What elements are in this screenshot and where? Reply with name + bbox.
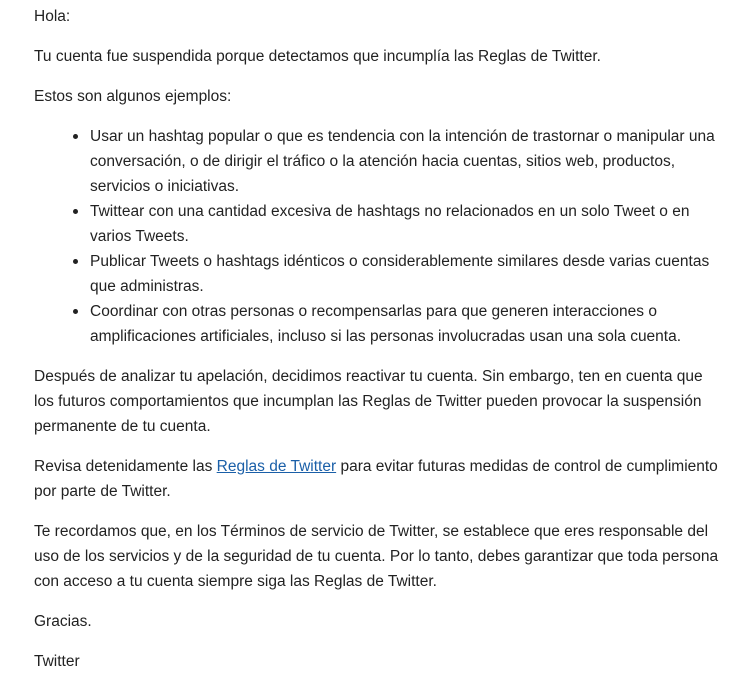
terms-reminder: Te recordamos que, en los Términos de servicio de Twitter, se establece que eres responsable del uso de los servicios y de la seguridad de tu cuenta. Por lo tanto, debes garantizar que toda persona con acceso a tu cuenta siempre siga las Reglas de Twitter. bbox=[34, 523, 719, 590]
bullet-icon bbox=[73, 309, 78, 314]
bullet-icon bbox=[73, 259, 78, 264]
rules-reminder bbox=[34, 454, 724, 504]
bullet-icon bbox=[73, 134, 78, 139]
rules-reminder-after: para evitar futuras medidas de control de cumplimiento por parte de Twitter. bbox=[34, 458, 718, 500]
list-item bbox=[90, 124, 724, 199]
list-item bbox=[90, 249, 724, 299]
list-item-text: Coordinar con otras personas o recompensarlas para que generen interacciones o amplificaciones artificiales, incluso si las personas involucradas usan una sola cuenta. bbox=[90, 303, 682, 345]
bullet-icon bbox=[73, 209, 78, 214]
examples-list bbox=[34, 124, 724, 349]
suspension-notice: Tu cuenta fue suspendida porque detectamos que incumplía las Reglas de Twitter. bbox=[34, 48, 601, 65]
list-item-text: Usar un hashtag popular o que es tendencia con la intención de trastornar o manipular una conversación, o de dirigir el tráfico o la atención hacia cuentas, sitios web, productos, servicios o iniciativas. bbox=[90, 128, 715, 195]
list-item-text: Twittear con una cantidad excesiva de hashtags no relacionados en un solo Tweet o en varios Tweets. bbox=[90, 203, 690, 245]
examples-intro: Estos son algunos ejemplos: bbox=[34, 88, 232, 105]
greeting: Hola: bbox=[34, 8, 71, 25]
list-item bbox=[90, 299, 724, 349]
signature: Twitter bbox=[34, 653, 80, 670]
reactivation-notice: Después de analizar tu apelación, decidimos reactivar tu cuenta. Sin embargo, ten en cuenta que los futuros comportamientos que incumplan las Reglas de Twitter pueden provocar la suspensión permanente de tu cuenta. bbox=[34, 368, 703, 435]
twitter-rules-link[interactable]: Reglas de Twitter bbox=[216, 458, 337, 475]
list-item bbox=[90, 199, 724, 249]
rules-reminder-before: Revisa detenidamente las bbox=[34, 458, 217, 475]
closing: Gracias. bbox=[34, 613, 92, 630]
list-item-text: Publicar Tweets o hashtags idénticos o considerablemente similares desde varias cuentas que administras. bbox=[90, 253, 710, 295]
